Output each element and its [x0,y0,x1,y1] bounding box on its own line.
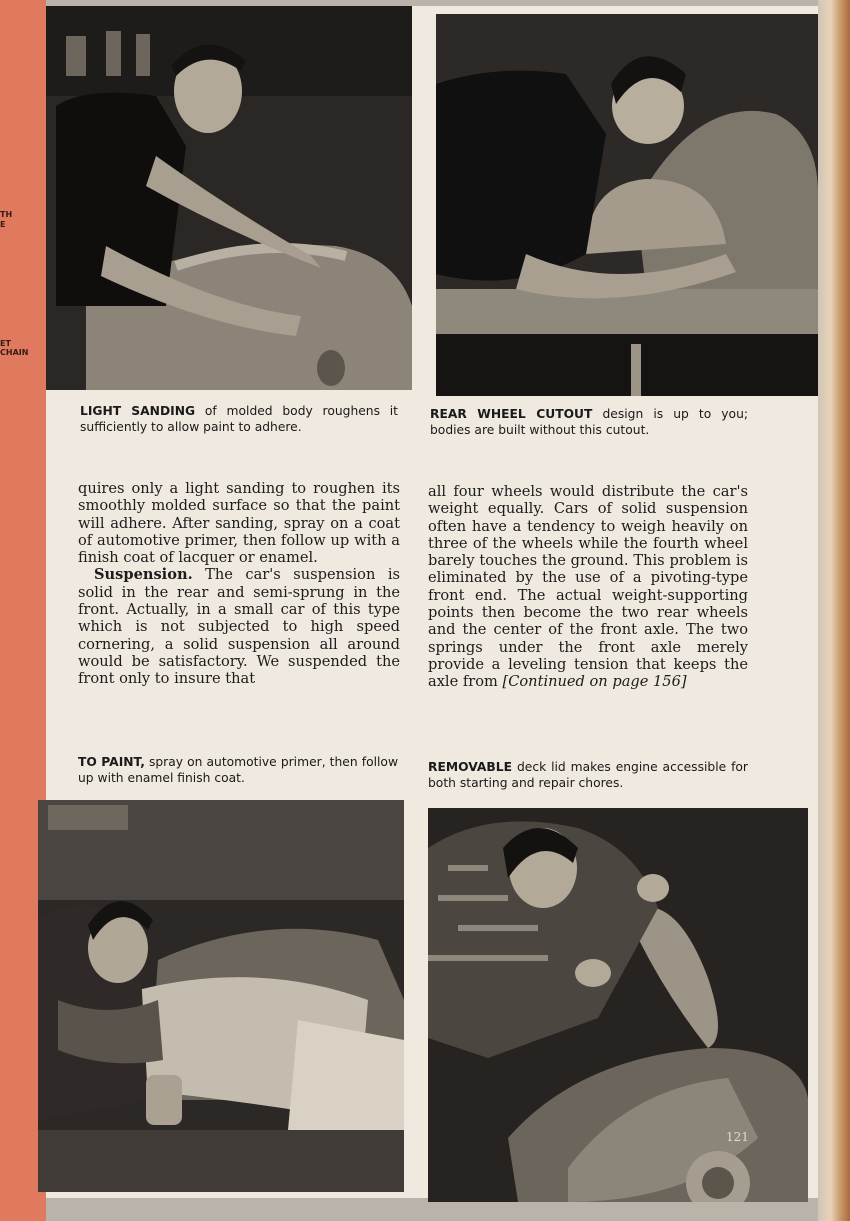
photo-light-sanding [46,6,412,390]
body-column-right [428,483,748,691]
margin-fragment: ET [0,339,11,348]
photo-rear-wheel-cutout [436,14,818,396]
margin-fragment: CHAIN [0,348,29,357]
photo-deck-lid [428,808,808,1202]
page-number: 121 [726,1130,749,1144]
paragraph-suspension: Suspension. The car's suspension is solid in the rear and semi-sprung in the front. Actually, in a small car of this type which is not subjected to high speed cornering, a solid suspension all around would be satisfactory. We suspended the front only to insure that [78,566,400,688]
caption-to-paint: TO PAINT, spray on automotive primer, then follow up with enamel finish coat. [78,755,399,785]
photo-spray-painting [38,800,404,1192]
margin-fragment: TH [0,210,13,219]
caption-light-sanding: LIGHT SANDING of molded body roughens it sufficiently to allow paint to adhere. [80,404,398,434]
caption-removable-deck-lid: REMOVABLE deck lid makes engine accessible for both starting and repair chores. [428,760,748,790]
paragraph: quires only a light sanding to roughen its smoothly molded surface so that the paint will adhere. After sanding, spray on a coat of automotive primer, then follow up with a finish coat of lacquer or enamel. [78,480,400,567]
margin-fragment: E [0,220,6,229]
caption-rear-wheel-cutout: REAR WHEEL CUTOUT design is up to you; bodies are built without this cutout. [430,407,749,437]
body-column-left [78,480,400,688]
paragraph: all four wheels would distribute the car's weight equally. Cars of solid suspension often have a tendency to weigh heavily on three of the wheels while the fourth wheel barely touches the ground. This problem is eliminated by the use of a pivoting-type front end. The actual weight-supporting points then become the two rear wheels and the center of the front axle. The two springs under the front axle merely provide a leveling tension that keeps the axle from [Continued on page 156] [428,483,748,691]
book-spine-edge [818,0,850,1221]
continued-note: [Continued on page 156] [502,673,687,691]
